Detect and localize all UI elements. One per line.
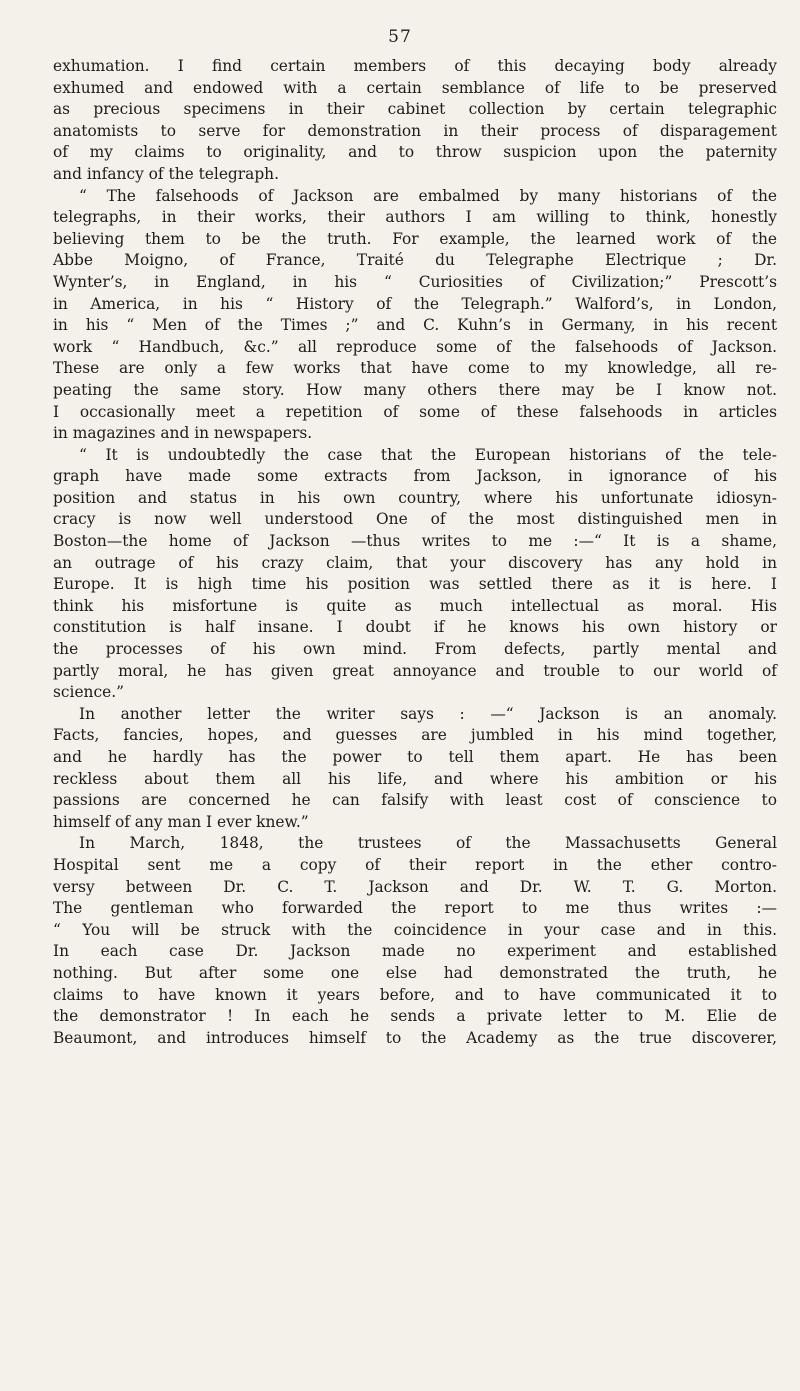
text-line: partly moral, he has given great annoyance and trouble to our world of	[53, 661, 777, 680]
text-line: passions are concerned he can falsify with least cost of conscience to	[53, 791, 777, 810]
text-line: think his misfortune is quite as much intellectual as moral. His	[53, 596, 777, 615]
text-line: the processes of his own mind. From defects, partly mental and	[53, 640, 777, 659]
text-line: I occasionally meet a repetition of some of these falsehoods in articles	[53, 402, 777, 421]
text-line: Wynter’s, in England, in his “ Curiosities of Civilization;” Prescott’s	[53, 272, 777, 291]
text-line: exhumed and endowed with a certain semblance of life to be preserved	[53, 78, 777, 97]
text-line: The gentleman who forwarded the report to me thus writes :—	[53, 899, 777, 918]
text-line: In each case Dr. Jackson made no experiment and established	[53, 942, 777, 961]
page-number: 57	[388, 27, 412, 47]
text-line: Boston—the home of Jackson —thus writes to me :—“ It is a shame,	[53, 532, 777, 551]
text-line: graph have made some extracts from Jackson, in ignorance of his	[53, 467, 777, 486]
text-line: anatomists to serve for demonstration in their process of disparagement	[53, 121, 777, 140]
text-line: Facts, fancies, hopes, and guesses are jumbled in his mind together,	[53, 726, 777, 745]
text-line: constitution is half insane. I doubt if he knows his own history or	[53, 618, 777, 637]
text-line: Beaumont, and introduces himself to the Academy as the true discoverer,	[53, 1028, 777, 1047]
text-line: exhumation. I find certain members of this decaying body already	[53, 57, 777, 75]
text-line: “ The falsehoods of Jackson are embalmed by many historians of the	[79, 186, 777, 205]
text-line: nothing. But after some one else had demonstrated the truth, he	[53, 963, 777, 982]
text-line: work “ Handbuch, &c.” all reproduce some of the falsehoods of Jackson.	[53, 337, 777, 356]
body-text	[53, 56, 777, 1049]
text-line: himself of any man I ever knew.”	[53, 812, 309, 831]
text-line: In March, 1848, the trustees of the Massachusetts General	[79, 834, 777, 853]
text-line: peating the same story. How many others there may be I know not.	[53, 380, 777, 399]
text-line: an outrage of his crazy claim, that your discovery has any hold in	[53, 553, 777, 572]
text-line: telegraphs, in their works, their authors I am willing to think, honestly	[53, 208, 777, 227]
text-line: believing them to be the truth. For example, the learned work of the	[53, 229, 777, 248]
text-line: in America, in his “ History of the Telegraph.” Walford’s, in London,	[53, 294, 777, 313]
text-line: “ It is undoubtedly the case that the European historians of the tele-	[79, 445, 777, 464]
text-line: science.”	[53, 683, 124, 702]
text-line: of my claims to originality, and to throw suspicion upon the paternity	[53, 143, 777, 162]
text-line: the demonstrator ! In each he sends a private letter to M. Elie de	[53, 1007, 777, 1026]
text-line: These are only a few works that have come to my knowledge, all re-	[53, 359, 777, 378]
text-line: Hospital sent me a copy of their report in the ether contro-	[53, 855, 777, 874]
text-line: position and status in his own country, where his unfortunate idiosyn-	[53, 488, 777, 507]
text-line: and infancy of the telegraph.	[53, 164, 279, 183]
text-line: Europe. It is high time his position was settled there as it is here. I	[53, 575, 777, 594]
text-line: and he hardly has the power to tell them apart. He has been	[53, 748, 777, 766]
text-line: claims to have known it years before, and to have communicated it to	[53, 985, 777, 1004]
text-line: reckless about them all his life, and where his ambition or his	[53, 769, 777, 788]
text-line: cracy is now well understood One of the most distinguished men in	[53, 510, 777, 529]
text-line: in his “ Men of the Times ;” and C. Kuhn’s in Germany, in his recent	[53, 316, 777, 335]
text-line: In another letter the writer says : —“ Jackson is an anomaly.	[79, 704, 777, 723]
text-line: versy between Dr. C. T. Jackson and Dr. W. T. G. Morton.	[53, 877, 777, 896]
text-line: in magazines and in newspapers.	[53, 424, 313, 443]
text-line: Abbe Moigno, of France, Traité du Telegraphe Electrique ; Dr.	[53, 251, 777, 270]
text-line: as precious specimens in their cabinet collection by certain telegraphic	[53, 100, 777, 119]
text-line: “ You will be struck with the coincidence in your case and in this.	[53, 920, 777, 939]
